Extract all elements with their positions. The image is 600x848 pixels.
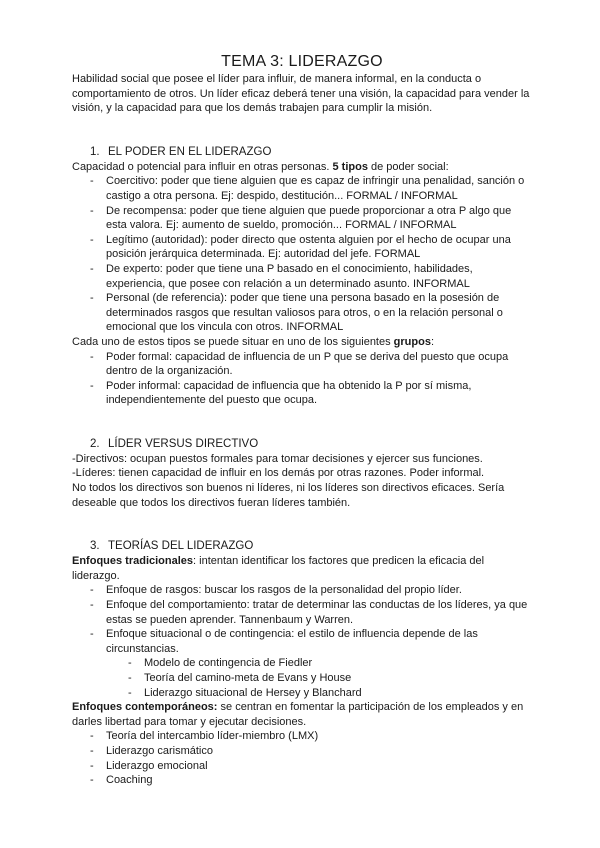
power-types-list bbox=[72, 174, 532, 335]
list-item: - Teoría del intercambio líder-miembro (LMX) bbox=[72, 729, 532, 744]
contingency-sublist bbox=[72, 656, 532, 700]
section-title: TEORÍAS DEL LIDERAZGO bbox=[108, 540, 254, 553]
text-line: -Líderes: tienen capacidad de influir en los demás por otras razones. Poder informal. bbox=[72, 467, 485, 480]
bold-label: Enfoques tradicionales bbox=[72, 555, 194, 568]
label-text: se centran en fomentar la participación de los empleados y en darles libertad para tomar y ejecutar decisiones. bbox=[72, 701, 524, 728]
list-item: - Liderazgo emocional bbox=[72, 759, 532, 774]
section-1-heading bbox=[72, 145, 532, 160]
list-item: - Legítimo (autoridad): poder directo que ostenta alguien por el hecho de ocupar una posición jerárquica determinada. Ej: autoridad del jefe. FORMAL bbox=[72, 233, 532, 262]
list-item: - Enfoque de rasgos: buscar los rasgos de la personalidad del propio líder. bbox=[72, 583, 532, 598]
groups-lead bbox=[72, 335, 532, 350]
list-item: - Coaching bbox=[72, 773, 532, 788]
section-1-lead bbox=[72, 160, 532, 175]
lead-text: Capacidad o potencial para influir en otras personas. bbox=[72, 160, 333, 173]
contemporary-approaches bbox=[72, 700, 532, 729]
power-groups-list bbox=[72, 350, 532, 408]
list-item: - Poder informal: capacidad de influencia que ha obtenido la P por sí misma, independientemente del puesto que ocupa. bbox=[72, 379, 532, 408]
intro-paragraph: Habilidad social que posee el líder para influir, de manera informal, en la conducta o comportamiento de otros. Un líder eficaz deberá tener una visión, la capacidad para vender la visión, y la capacidad para que los demás trabajen para cumplir la misión. bbox=[72, 73, 530, 115]
section-2-heading bbox=[72, 437, 532, 452]
contemporary-list bbox=[72, 729, 532, 787]
document-page bbox=[72, 52, 532, 788]
text-line: -Directivos: ocupan puestos formales para tomar decisiones y ejercer sus funciones. bbox=[72, 452, 483, 465]
list-item: - Liderazgo carismático bbox=[72, 744, 532, 759]
page-title: TEMA 3: LIDERAZGO bbox=[221, 53, 383, 70]
list-item: - Coercitivo: poder que tiene alguien que es capaz de infringir una penalidad, sanción o castigo a otra persona. Ej: despido, destitución... FORMAL / INFORMAL bbox=[72, 174, 532, 203]
traditional-list bbox=[72, 583, 532, 656]
lead-text-end: de poder social: bbox=[367, 160, 449, 173]
section-title: EL PODER EN EL LIDERAZGO bbox=[108, 145, 272, 158]
lead-bold-text: 5 tipos bbox=[332, 160, 368, 173]
list-item: - Modelo de contingencia de Fiedler bbox=[72, 656, 532, 671]
section-3-heading bbox=[72, 539, 532, 554]
section-number: 1. bbox=[90, 145, 100, 158]
groups-text-end: : bbox=[430, 335, 435, 348]
groups-text: Cada uno de estos tipos se puede situar en uno de los siguientes bbox=[72, 335, 394, 348]
list-item: - Teoría del camino-meta de Evans y House bbox=[72, 671, 532, 686]
text-line: No todos los directivos son buenos ni líderes, ni los líderes son directivos eficaces. Sería deseable que todos los directivos fueran líderes también. bbox=[72, 482, 505, 509]
groups-bold-text: grupos bbox=[393, 335, 431, 348]
list-item: - De experto: poder que tiene una P basado en el conocimiento, habilidades, experiencia, que posee con relación a un determinado asunto. INFORMAL bbox=[72, 262, 532, 291]
section-number: 3. bbox=[90, 540, 100, 553]
label-text: : intentan identificar los factores que predicen la eficacia del liderazgo. bbox=[72, 555, 485, 582]
list-item: - De recompensa: poder que tiene alguien que puede proporcionar a otra P algo que esta valora. Ej: aumento de sueldo, promoción... FORMAL / INFORMAL bbox=[72, 204, 532, 233]
traditional-approaches bbox=[72, 554, 532, 583]
list-item: - Personal (de referencia): poder que tiene una persona basado en la posesión de determinados rasgos que resultan valiosos para otros, o en la relación personal o emocional que los vincula con otros. INFORMAL bbox=[72, 291, 532, 335]
section-number: 2. bbox=[90, 437, 100, 450]
section-title: LÍDER VERSUS DIRECTIVO bbox=[108, 437, 259, 450]
list-item: - Enfoque del comportamiento: tratar de determinar las conductas de los líderes, ya que estas se pueden aprender. Tannenbaum y Warren. bbox=[72, 598, 532, 627]
list-item: - Poder formal: capacidad de influencia de un P que se deriva del puesto que ocupa dentro de la organización. bbox=[72, 350, 532, 379]
list-item: - Liderazgo situacional de Hersey y Blanchard bbox=[72, 686, 532, 701]
bold-label: Enfoques contemporáneos: bbox=[72, 701, 218, 714]
list-item: - Enfoque situacional o de contingencia: el estilo de influencia depende de las circunstancias. bbox=[72, 627, 532, 656]
